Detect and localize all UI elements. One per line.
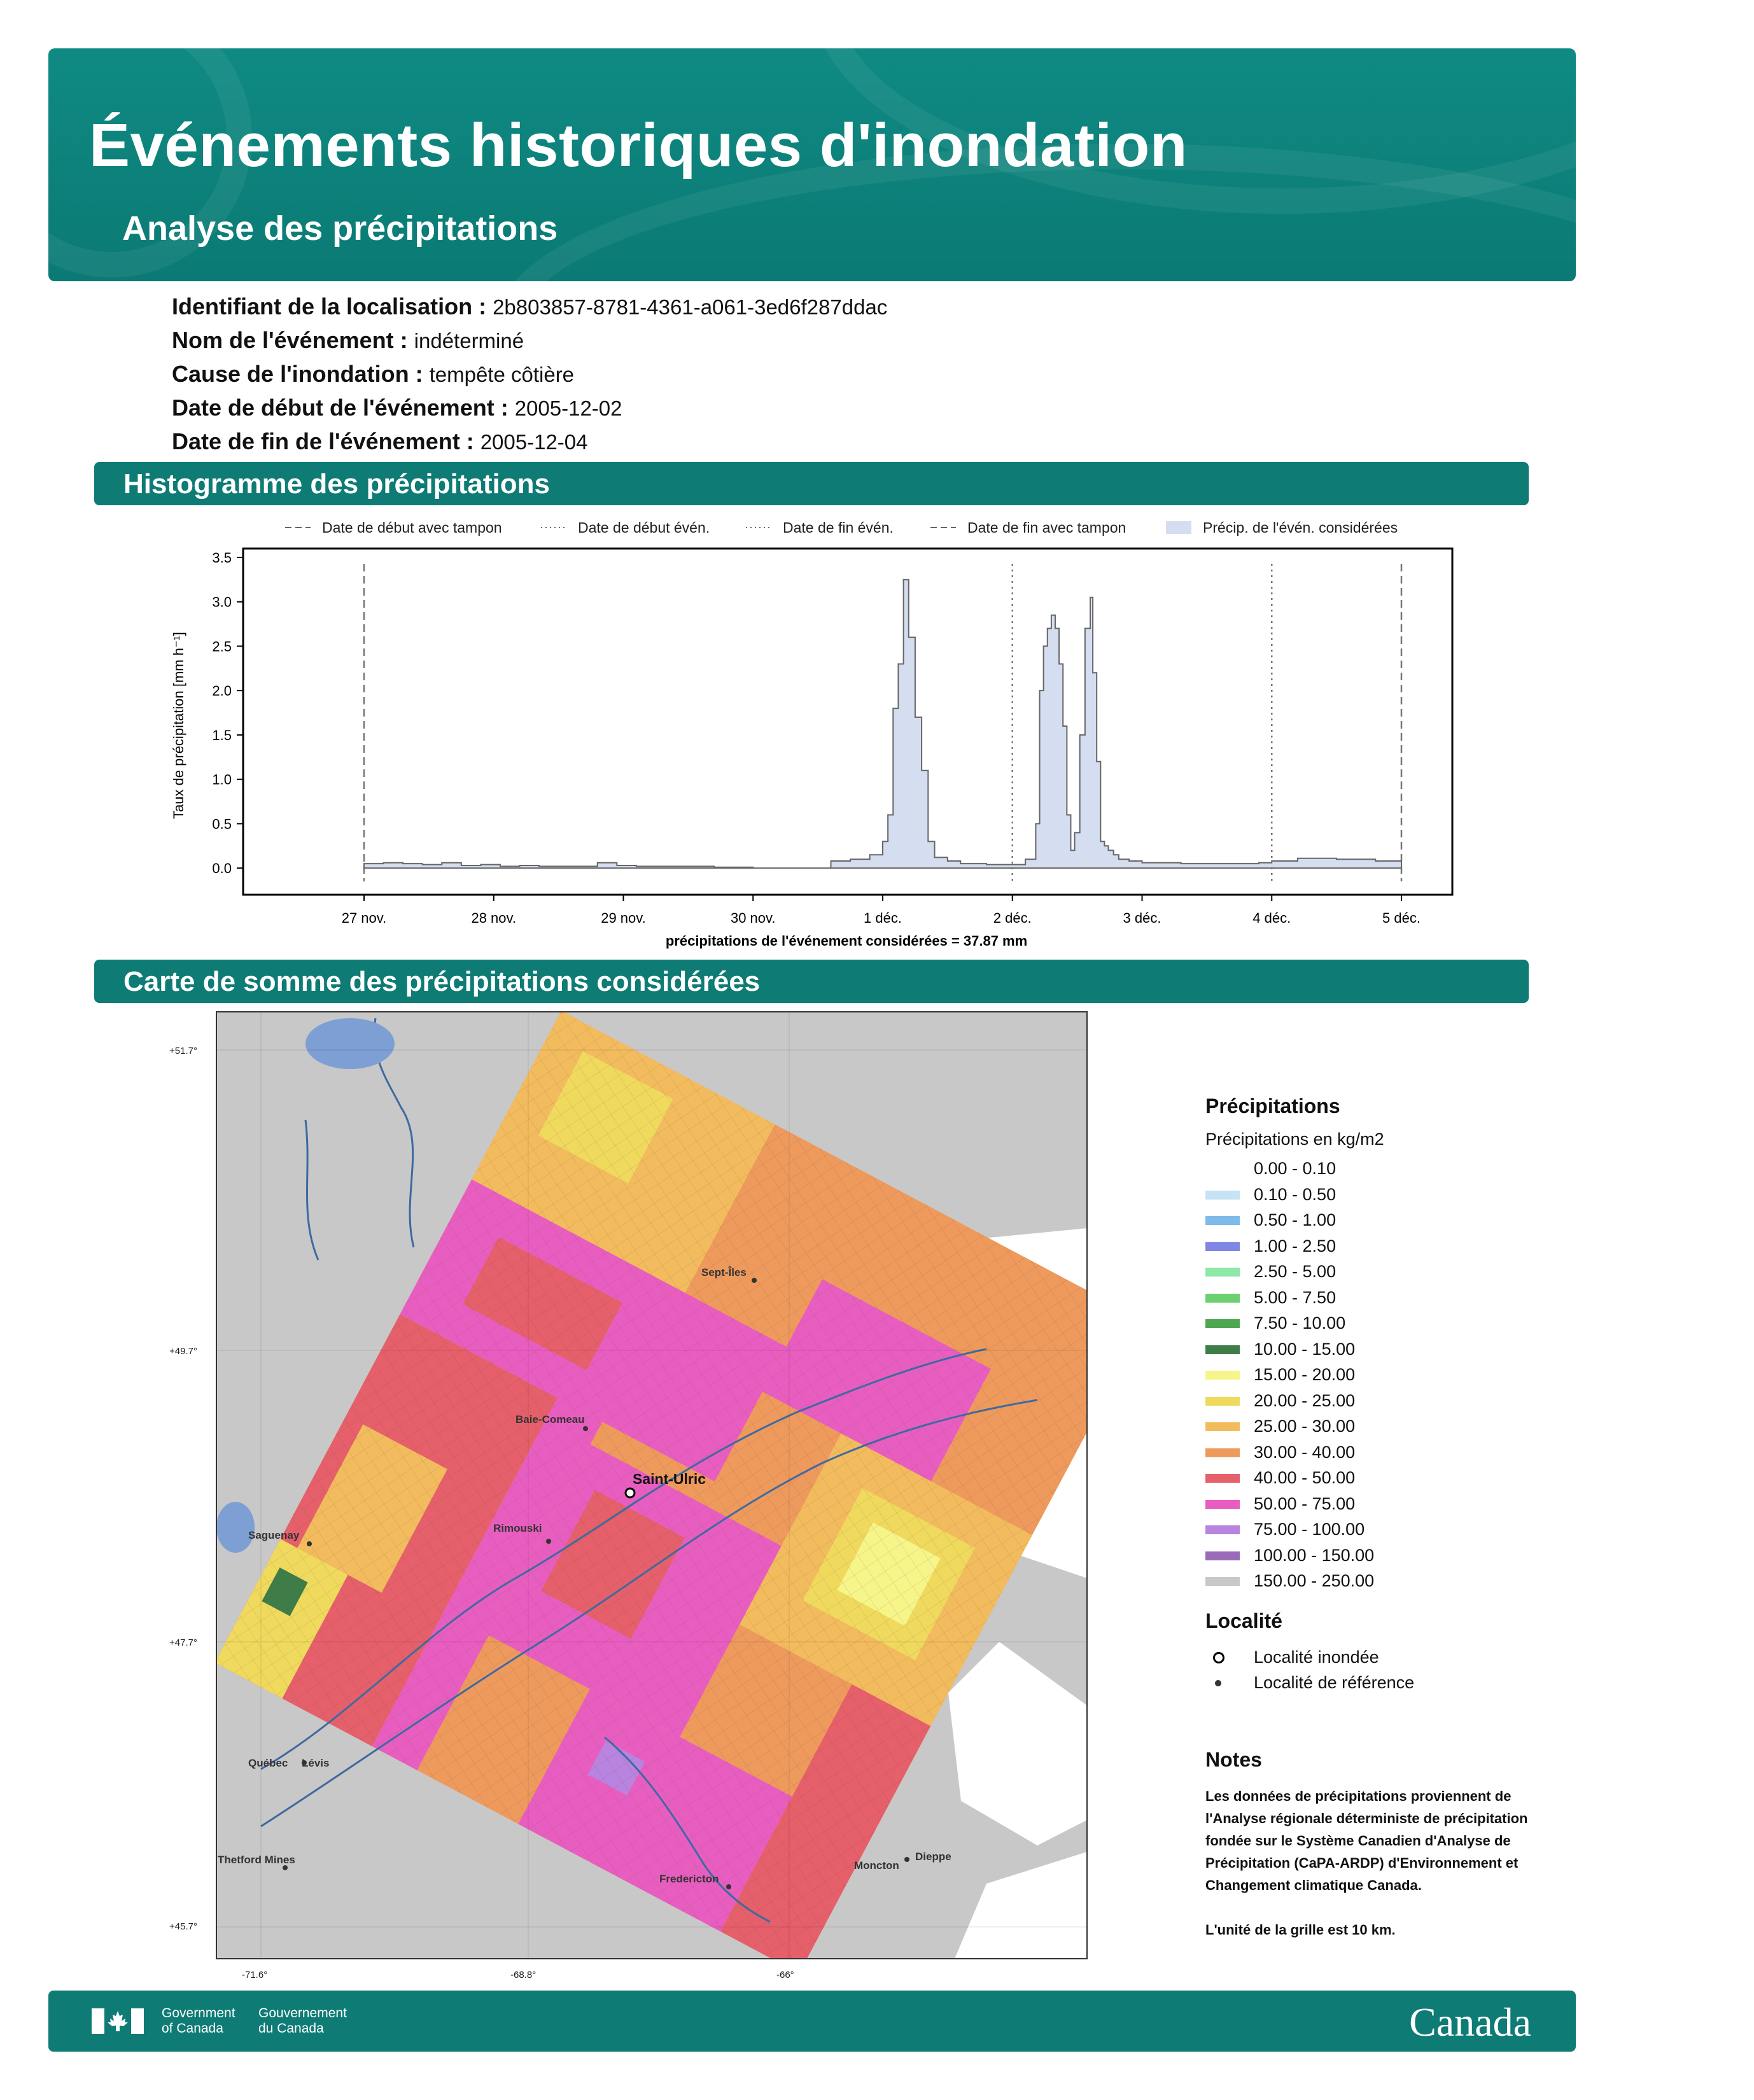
meta-event-name: Nom de l'événement : indéterminé — [172, 327, 524, 353]
legend-color-swatch — [1205, 1525, 1240, 1534]
footer-bar — [48, 1991, 1576, 2052]
y-axis-label: Taux de précipitation [mm h⁻¹] — [171, 631, 186, 820]
map-lake — [305, 1018, 395, 1069]
legend-item-flooded: Localité inondée — [1205, 1644, 1414, 1670]
meta-end-date: Date de fin de l'événement : 2005-12-04 — [172, 428, 588, 454]
x-tick-label: 2 déc. — [993, 910, 1032, 926]
place-label-flooded: Saint-Ulric — [633, 1471, 706, 1487]
y-tick-label: 3.0 — [212, 594, 232, 610]
place-marker — [283, 1865, 288, 1870]
precipitation-histogram — [165, 509, 1477, 955]
legend-item: 75.00 - 100.00 — [1205, 1516, 1414, 1543]
x-tick-label: 3 déc. — [1123, 910, 1161, 926]
legend-item-reference: Localité de référence — [1205, 1670, 1414, 1696]
y-tick-label: 1.0 — [212, 771, 232, 788]
notes-title: Notes — [1205, 1748, 1262, 1771]
x-tick-label: 5 déc. — [1382, 910, 1421, 926]
precipitation-sum-map — [159, 1005, 1101, 1980]
flooded-place-symbol — [1213, 1652, 1224, 1663]
meta-flood-cause: Cause de l'inondation : tempête côtière — [172, 361, 575, 387]
section-header-map: Carte de somme des précipitations considérées — [94, 960, 1529, 1003]
legend-label: Date de début évén. — [578, 519, 710, 536]
canada-wordmark: Canada — [1409, 1999, 1531, 2045]
place-marker — [904, 1857, 909, 1862]
notes-text: Les données de précipitations proviennent de l'Analyse régionale déterministe de précipitation fondée sur le Système Canadien d'Analyse de Précipitation (CaPA-ARDP) d'Environnement et Changement climatique Canada. — [1205, 1788, 1528, 1893]
place-label: Baie-Comeau — [516, 1413, 585, 1425]
legend-item: 7.50 - 10.00 — [1205, 1310, 1414, 1336]
lat-label: +51.7° — [169, 1046, 197, 1056]
place-marker — [726, 1884, 731, 1889]
gov-fr: Gouvernement du Canada — [258, 2006, 347, 2036]
x-tick-label: 27 nov. — [341, 910, 387, 926]
legend-color-swatch — [1205, 1397, 1240, 1406]
x-tick-label: 4 déc. — [1252, 910, 1291, 926]
gov-en: Government of Canada — [162, 2006, 235, 2036]
place-marker — [752, 1278, 757, 1283]
lat-label: +49.7° — [169, 1346, 197, 1357]
legend-color-swatch — [1205, 1500, 1240, 1509]
lon-label: -71.6° — [242, 1970, 268, 1980]
legend-item: 15.00 - 20.00 — [1205, 1362, 1414, 1388]
place-label: Thetford Mines — [218, 1854, 295, 1866]
notes — [1205, 1749, 1562, 1941]
place-marker — [307, 1541, 312, 1546]
section-header-histogram: Histogramme des précipitations — [94, 462, 1529, 505]
legend-label: Date de fin avec tampon — [967, 519, 1126, 536]
legend-color-swatch — [1205, 1268, 1240, 1277]
page-subtitle: Analyse des précipitations — [122, 209, 558, 248]
reference-place-symbol — [1215, 1680, 1221, 1686]
y-tick-label: 3.5 — [212, 549, 232, 566]
legend-item: 40.00 - 50.00 — [1205, 1465, 1414, 1491]
page-title: Événements historiques d'inondation — [89, 111, 1188, 179]
legend-color-swatch — [1205, 1474, 1240, 1483]
legend-item: 30.00 - 40.00 — [1205, 1439, 1414, 1466]
x-axis-label: précipitations de l'événement considérées = 37.87 mm — [665, 933, 1028, 949]
notes-grid-unit: L'unité de la grille est 10 km. — [1205, 1922, 1396, 1938]
legend-item: 25.00 - 30.00 — [1205, 1413, 1414, 1439]
place-label: Moncton — [854, 1859, 899, 1872]
legend-color-swatch — [1205, 1422, 1240, 1431]
legend-color-swatch — [1205, 1216, 1240, 1225]
place-marker — [583, 1426, 588, 1431]
legend-item: 0.50 - 1.00 — [1205, 1207, 1414, 1233]
canada-flag-icon — [92, 2008, 144, 2034]
x-tick-label: 1 déc. — [864, 910, 902, 926]
x-tick-label: 28 nov. — [471, 910, 517, 926]
place-label: Lévis — [302, 1757, 330, 1769]
legend-color-swatch — [1205, 1371, 1240, 1380]
place-label: Rimouski — [493, 1522, 542, 1534]
legend-color-swatch — [1205, 1577, 1240, 1586]
legend-color-swatch — [1205, 1242, 1240, 1251]
legend-color-swatch — [1205, 1345, 1240, 1354]
legend-title: Précipitations — [1205, 1095, 1340, 1117]
flooded-place-marker — [626, 1488, 635, 1497]
legend-swatch-considered — [1166, 521, 1191, 534]
legend-color-swatch — [1205, 1551, 1240, 1560]
legend-item: 20.00 - 25.00 — [1205, 1388, 1414, 1414]
legend-item: 0.10 - 0.50 — [1205, 1182, 1414, 1208]
legend-item: 10.00 - 15.00 — [1205, 1336, 1414, 1362]
place-label: Dieppe — [915, 1851, 951, 1863]
y-tick-label: 2.5 — [212, 638, 232, 655]
legend-item: 150.00 - 250.00 — [1205, 1568, 1414, 1594]
legend-label: Date de fin évén. — [783, 519, 894, 536]
legend-item: 2.50 - 5.00 — [1205, 1259, 1414, 1285]
event-metadata — [172, 290, 887, 459]
place-label: Saguenay — [248, 1529, 300, 1541]
title-banner — [48, 48, 1576, 281]
place-label: Québec — [248, 1757, 288, 1769]
legend-subtitle: Précipitations en kg/m2 — [1205, 1130, 1384, 1149]
meta-start-date: Date de début de l'événement : 2005-12-02 — [172, 395, 622, 421]
localite-title: Localité — [1205, 1609, 1282, 1632]
legend-color-swatch — [1205, 1294, 1240, 1303]
map-legend — [1205, 1095, 1414, 1696]
legend-item: 5.00 - 7.50 — [1205, 1285, 1414, 1311]
place-label: Fredericton — [659, 1873, 719, 1885]
chart-legend — [285, 519, 1398, 536]
legend-label: Date de début avec tampon — [322, 519, 502, 536]
y-tick-label: 0.5 — [212, 816, 232, 832]
y-tick-label: 1.5 — [212, 727, 232, 743]
y-tick-label: 2.0 — [212, 683, 232, 699]
legend-item: 50.00 - 75.00 — [1205, 1491, 1414, 1517]
precipitation-area — [364, 580, 1401, 868]
lat-label: +45.7° — [169, 1921, 197, 1932]
legend-item: 1.00 - 2.50 — [1205, 1233, 1414, 1259]
place-label: Sept-Îles — [701, 1266, 747, 1278]
y-tick-label: 0.0 — [212, 860, 232, 877]
place-marker — [546, 1539, 551, 1544]
legend-color-swatch — [1205, 1165, 1240, 1173]
x-tick-label: 30 nov. — [730, 910, 776, 926]
map-lake — [216, 1502, 255, 1553]
x-tick-label: 29 nov. — [601, 910, 646, 926]
lon-label: -66° — [776, 1970, 794, 1980]
legend-color-swatch — [1205, 1448, 1240, 1457]
meta-location-id: Identifiant de la localisation : 2b803857-8781-4361-a061-3ed6f287ddac — [172, 293, 888, 319]
legend-item: 0.00 - 0.10 — [1205, 1156, 1414, 1182]
plot-frame — [243, 549, 1452, 895]
legend-item: 100.00 - 150.00 — [1205, 1543, 1414, 1569]
lon-label: -68.8° — [510, 1970, 537, 1980]
legend-label: Précip. de l'évén. considérées — [1203, 519, 1398, 536]
legend-color-swatch — [1205, 1191, 1240, 1200]
lat-label: +47.7° — [169, 1637, 197, 1648]
legend-color-swatch — [1205, 1319, 1240, 1328]
